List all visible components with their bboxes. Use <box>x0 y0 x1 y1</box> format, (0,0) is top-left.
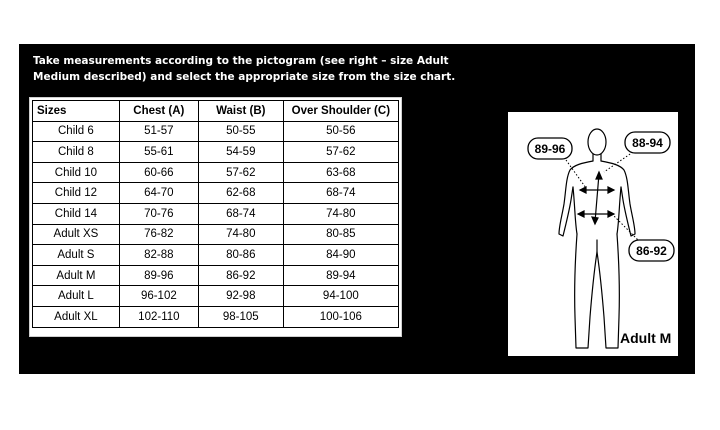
cell-shoulder: 57-62 <box>283 142 398 163</box>
body-outline-icon <box>508 112 680 358</box>
table-row <box>33 203 399 224</box>
table-row <box>33 265 399 286</box>
cell-shoulder: 80-85 <box>283 224 398 245</box>
waist-measure-label: 86-92 <box>636 244 667 258</box>
cell-waist: 74-80 <box>198 224 283 245</box>
cell-waist: 98-105 <box>198 306 283 327</box>
header-over-shoulder: Over Shoulder (C) <box>283 101 398 122</box>
cell-shoulder: 50-56 <box>283 121 398 142</box>
table-row <box>33 286 399 307</box>
cell-size: Child 14 <box>33 203 120 224</box>
cell-shoulder: 68-74 <box>283 183 398 204</box>
cell-shoulder: 89-94 <box>283 265 398 286</box>
cell-waist: 54-59 <box>198 142 283 163</box>
cell-chest: 51-57 <box>119 121 198 142</box>
pictogram-size-label: Adult M <box>620 330 672 346</box>
cell-size: Child 6 <box>33 121 120 142</box>
cell-waist: 86-92 <box>198 265 283 286</box>
cell-shoulder: 100-106 <box>283 306 398 327</box>
cell-size: Child 12 <box>33 183 120 204</box>
cell-size: Adult XS <box>33 224 120 245</box>
instructions-line-1: Take measurements according to the pictogram (see right – size Adult <box>33 55 449 67</box>
cell-chest: 55-61 <box>119 142 198 163</box>
size-chart <box>29 97 402 337</box>
cell-size: Adult L <box>33 286 120 307</box>
table-row <box>33 162 399 183</box>
instructions-line-2: Medium described) and select the appropriate size from the size chart. <box>33 71 456 83</box>
cell-chest: 76-82 <box>119 224 198 245</box>
chest-measure-label: 89-96 <box>534 142 566 156</box>
size-guide-panel <box>19 44 695 374</box>
cell-size: Child 8 <box>33 142 120 163</box>
cell-chest: 89-96 <box>119 265 198 286</box>
cell-shoulder: 84-90 <box>283 245 398 266</box>
header-sizes: Sizes <box>33 101 120 122</box>
cell-size: Child 10 <box>33 162 120 183</box>
table-row <box>33 306 399 327</box>
cell-chest: 70-76 <box>119 203 198 224</box>
cell-waist: 62-68 <box>198 183 283 204</box>
cell-size: Adult S <box>33 245 120 266</box>
table-header-row <box>33 101 399 122</box>
header-waist: Waist (B) <box>198 101 283 122</box>
table-row <box>33 245 399 266</box>
table-row <box>33 183 399 204</box>
cell-chest: 64-70 <box>119 183 198 204</box>
table-row <box>33 142 399 163</box>
cell-shoulder: 74-80 <box>283 203 398 224</box>
cell-shoulder: 63-68 <box>283 162 398 183</box>
cell-waist: 92-98 <box>198 286 283 307</box>
cell-chest: 102-110 <box>119 306 198 327</box>
size-chart-table <box>32 100 399 328</box>
measurement-pictogram <box>507 111 679 357</box>
cell-waist: 50-55 <box>198 121 283 142</box>
cell-chest: 60-66 <box>119 162 198 183</box>
cell-size: Adult XL <box>33 306 120 327</box>
table-row <box>33 224 399 245</box>
cell-shoulder: 94-100 <box>283 286 398 307</box>
instructions-text <box>33 53 456 85</box>
cell-waist: 80-86 <box>198 245 283 266</box>
cell-chest: 96-102 <box>119 286 198 307</box>
shoulder-measure-label: 88-94 <box>632 136 663 150</box>
cell-waist: 68-74 <box>198 203 283 224</box>
cell-waist: 57-62 <box>198 162 283 183</box>
cell-chest: 82-88 <box>119 245 198 266</box>
cell-size: Adult M <box>33 265 120 286</box>
header-chest: Chest (A) <box>119 101 198 122</box>
table-row <box>33 121 399 142</box>
